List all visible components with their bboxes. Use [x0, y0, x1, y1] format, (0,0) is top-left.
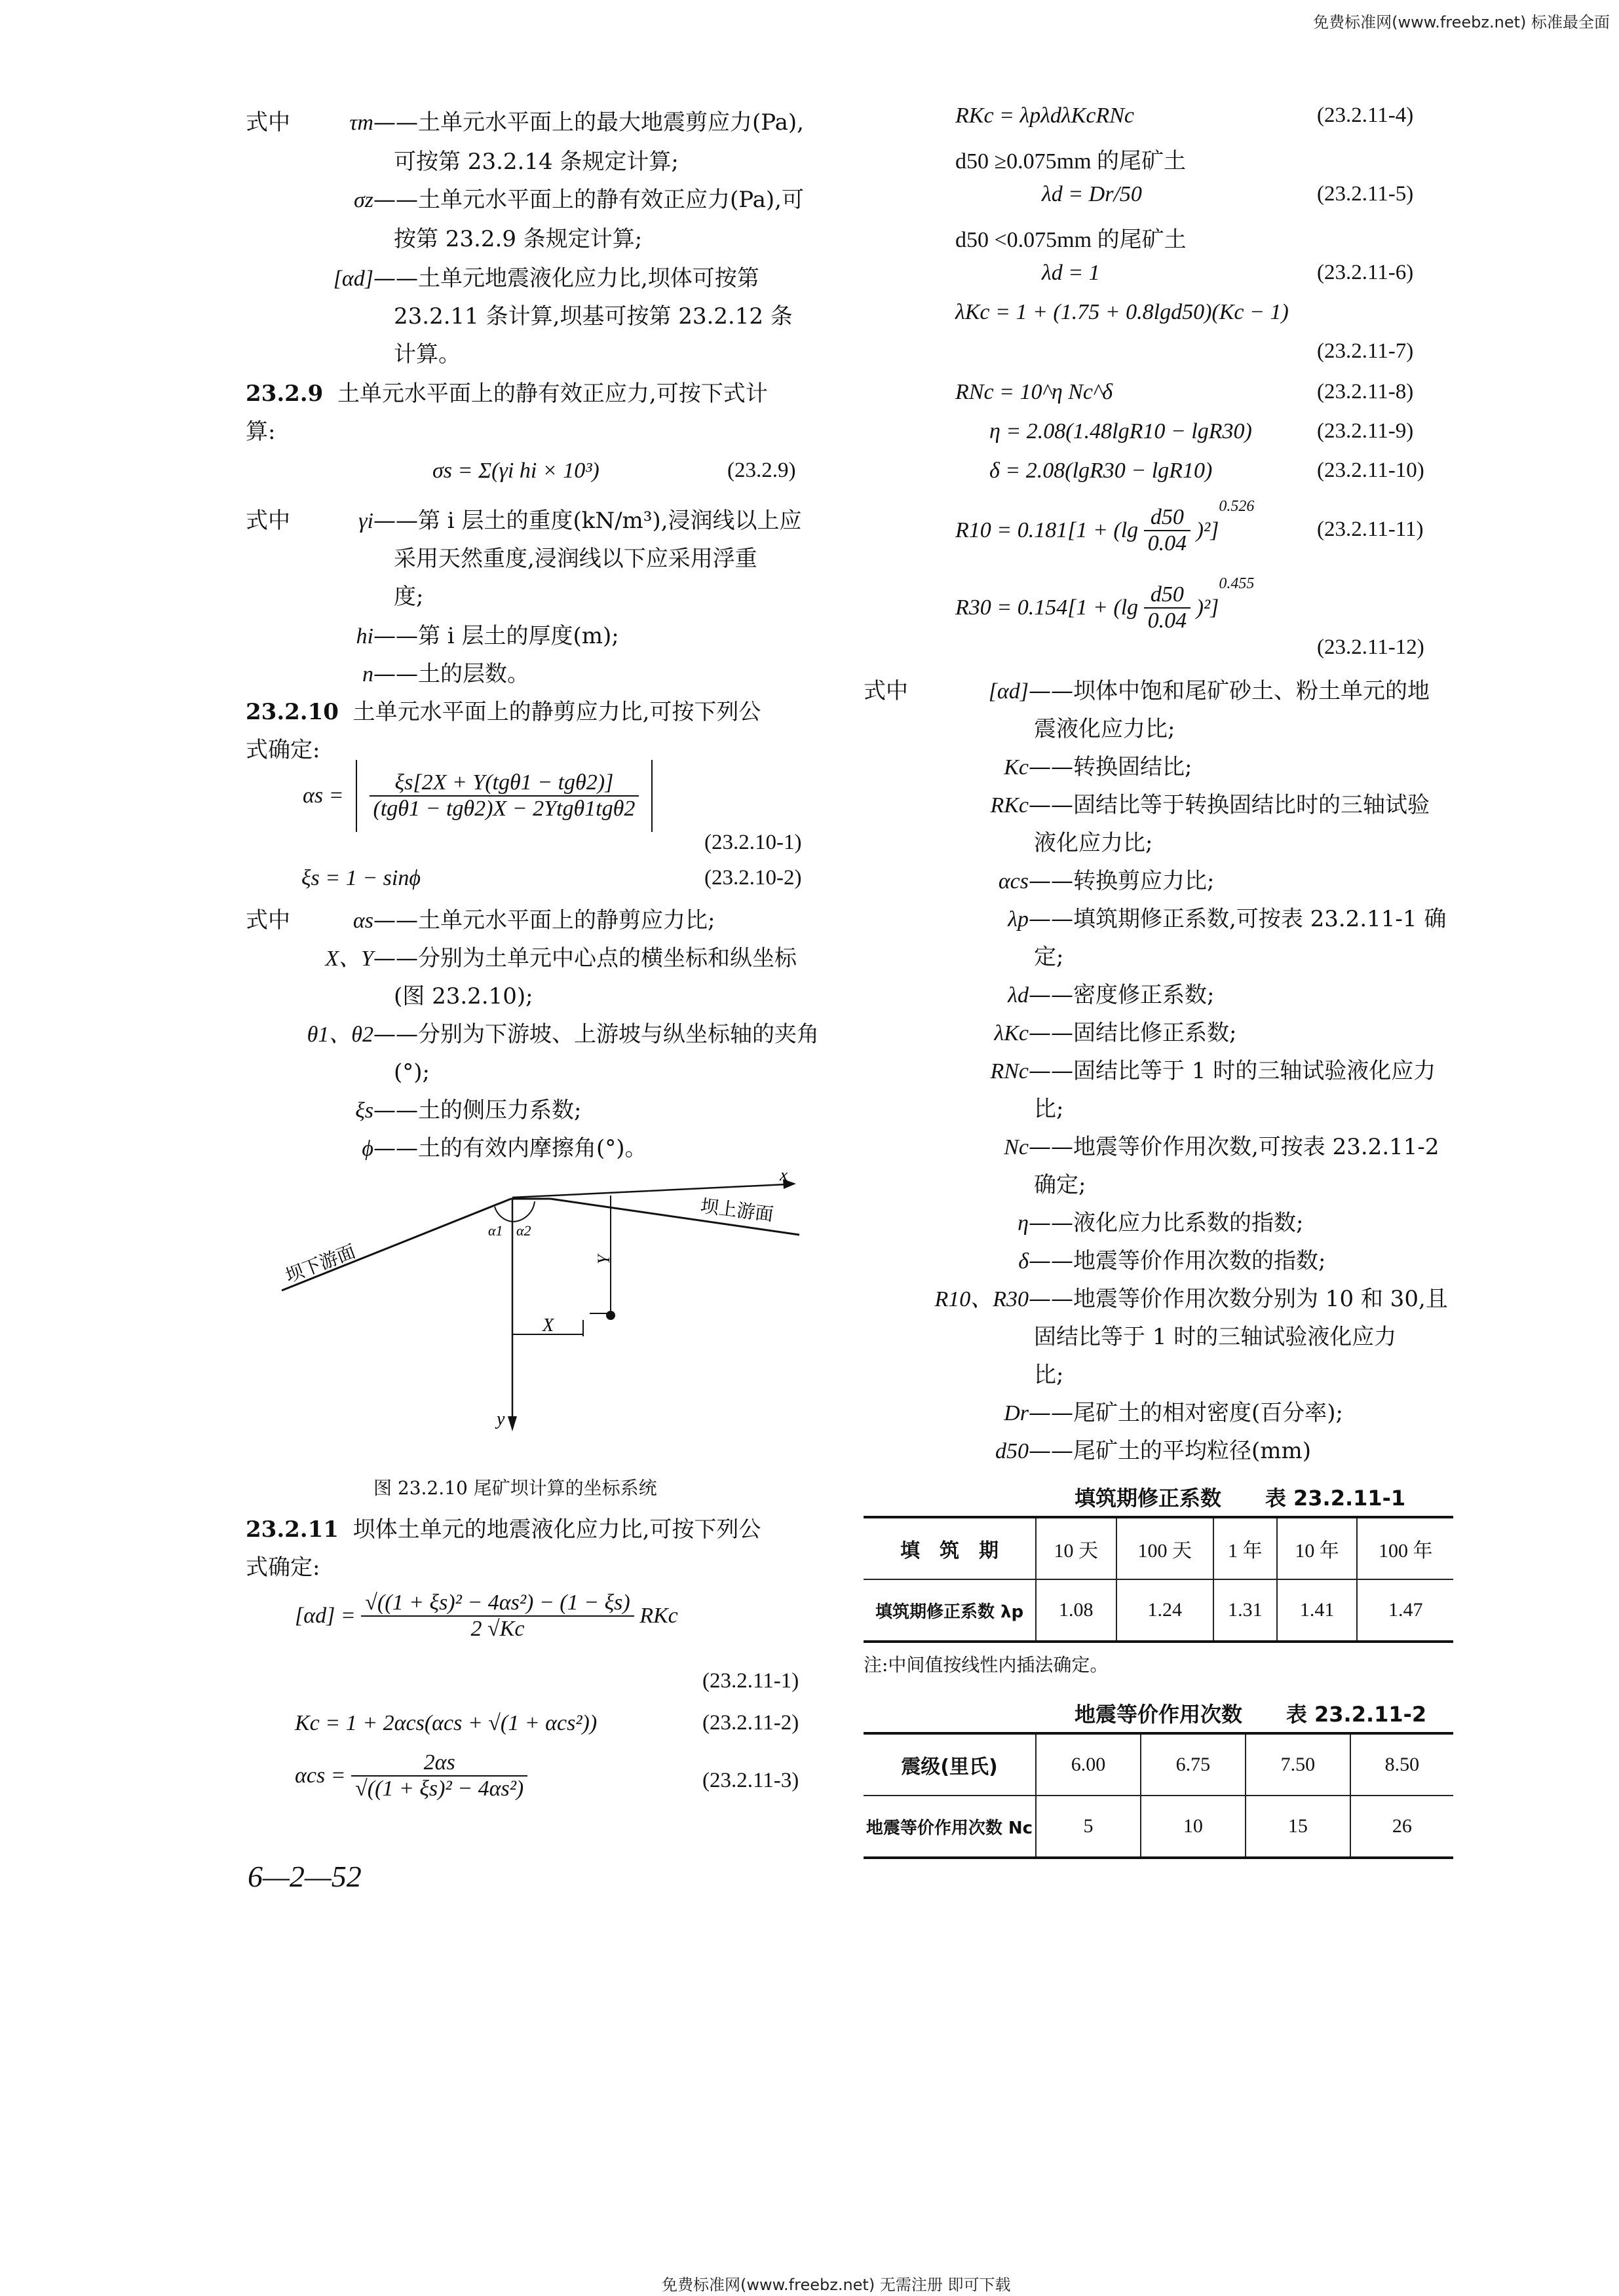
section-text: 土单元水平面上的静剪应力比,可按下列公 — [352, 699, 761, 725]
header-site-note: 免费标准网(www.freebz.net) 标准最全面 — [1313, 13, 1610, 31]
table1-title — [1075, 1482, 1405, 1512]
def-symbol: θ1、θ2 — [307, 1023, 373, 1047]
def-cont: 震液化应力比; — [1034, 716, 1175, 742]
table-cell: 1 年 — [1213, 1517, 1277, 1579]
equation-number: (23.2.11-11) — [1317, 518, 1424, 541]
alpha-1-label: α1 — [488, 1222, 503, 1239]
y-dimension-label: Y — [594, 1254, 613, 1264]
angle-arc-2 — [512, 1201, 535, 1222]
defs1-label: 式中 — [246, 109, 290, 136]
table-cell: 填 筑 期 — [864, 1517, 1036, 1579]
eq-delta: δ = 2.08(lgR30 − lgR10) — [989, 459, 1213, 483]
def-text: ——土单元水平面上的静剪应力比; — [373, 907, 715, 933]
def-text: ——土的层数。 — [373, 661, 529, 687]
section-text-cont: 算: — [246, 419, 276, 445]
def-symbol: d50 — [995, 1439, 1029, 1463]
table-title: 填筑期修正系数 — [1075, 1486, 1222, 1511]
def-n — [308, 655, 529, 694]
def-alpha-d — [295, 259, 759, 298]
eq-numerator: ξs[2X + Y(tgθ1 − tgθ2)] — [370, 770, 639, 797]
def-cont: 固结比等于 1 时的三轴试验液化应力 — [1034, 1324, 1397, 1350]
def-lambda-kc — [917, 1014, 1236, 1053]
equation-number: (23.2.11-10) — [1317, 459, 1424, 482]
table-cell: 6.00 — [1036, 1733, 1141, 1796]
def-text: ——液化应力比系数的指数; — [1029, 1210, 1304, 1236]
abs-bar-right — [651, 760, 653, 832]
table-cell: 8.50 — [1350, 1733, 1453, 1796]
def-symbol: αcs — [998, 869, 1029, 894]
def-cont: (°); — [394, 1059, 430, 1085]
equation-number: (23.2.11-3) — [702, 1769, 799, 1792]
def-text: ——土单元水平面上的最大地震剪应力(Pa), — [373, 109, 804, 136]
y-axis-label: y — [497, 1409, 505, 1429]
def-xy — [282, 939, 797, 978]
def-symbol: n — [362, 662, 373, 687]
table-cell: 5 — [1036, 1796, 1141, 1858]
def-text: ——分别为下游坡、上游坡与纵坐标轴的夹角 — [373, 1021, 819, 1047]
eq-fraction — [1144, 505, 1191, 556]
cond-d50-lt: d50 <0.075mm 的尾矿土 — [955, 228, 1187, 252]
def-symbol: λKc — [994, 1021, 1029, 1045]
def-text: ——第 i 层土的厚度(m); — [373, 623, 619, 649]
eq-denominator: 0.04 — [1147, 609, 1187, 633]
def-phi — [308, 1129, 647, 1168]
def-symbol: ξs — [355, 1099, 373, 1123]
def-text: ——地震等价作用次数分别为 10 和 30,且 — [1029, 1286, 1448, 1312]
def-cont: 采用天然重度,浸润线以下应采用浮重 — [394, 546, 757, 572]
cond-d50-ge: d50 ≥0.075mm 的尾矿土 — [955, 149, 1187, 174]
section-text-cont: 式确定: — [246, 1554, 320, 1581]
def-rkc — [917, 786, 1430, 825]
def-text: ——土的有效内摩擦角(°)。 — [373, 1135, 647, 1161]
def-symbol: γi — [358, 509, 373, 533]
table-cell: 7.50 — [1246, 1733, 1350, 1796]
defs2-label: 式中 — [246, 508, 290, 534]
y-axis-arrow — [508, 1416, 517, 1431]
eq-fraction — [370, 770, 639, 821]
def-cont: 液化应力比; — [1034, 830, 1153, 856]
eq-lhs: R30 = 0.154[1 + (lg — [955, 595, 1139, 620]
def-text: ——土的侧压力系数; — [373, 1097, 582, 1123]
eq-numerator: d50 — [1144, 505, 1191, 531]
eq-r10 — [955, 498, 1254, 556]
equation-23-2-11-2: Kc = 1 + 2αcs(αcs + √(1 + αcs²)) — [295, 1711, 598, 1735]
equation-number: (23.2.11-4) — [1317, 104, 1414, 127]
eq-lhs: αs = — [303, 783, 344, 808]
table-cell: 26 — [1350, 1796, 1453, 1858]
table2-title — [1075, 1698, 1426, 1728]
def-delta — [917, 1242, 1325, 1281]
x-axis-label: x — [780, 1173, 788, 1185]
section-number: 23.2.10 — [246, 699, 339, 725]
def-symbol: [αd] — [333, 267, 373, 291]
def-cont: 计算。 — [394, 341, 461, 367]
angle-arc-1 — [495, 1207, 512, 1222]
table-cell: 6.75 — [1141, 1733, 1246, 1796]
footer-site-note: 免费标准网(www.freebz.net) 无需注册 即可下载 — [662, 2276, 1011, 2294]
table-cell: 15 — [1246, 1796, 1350, 1858]
eq-r30 — [955, 575, 1254, 633]
defs3-label: 式中 — [246, 907, 290, 933]
eq-fraction — [361, 1590, 634, 1642]
eq-exponent: 0.526 — [1219, 498, 1255, 515]
equation-number: (23.2.10-1) — [704, 831, 802, 854]
def-symbol: λp — [1008, 907, 1029, 932]
section-text: 坝体土单元的地震液化应力比,可按下列公 — [352, 1516, 761, 1543]
def-cont: 23.2.11 条计算,坝基可按第 23.2.12 条 — [394, 303, 793, 329]
def-cont: 可按第 23.2.14 条规定计算; — [394, 149, 679, 175]
equation-number: (23.2.11-8) — [1317, 380, 1414, 404]
def-rnc — [917, 1052, 1436, 1091]
def-text: ——坝体中饱和尾矿砂土、粉土单元的地 — [1029, 678, 1430, 704]
equation-23-2-10-2: ξs = 1 − sinϕ — [301, 866, 421, 890]
def-text: ——固结比修正系数; — [1029, 1020, 1237, 1046]
alpha-2-label: α2 — [516, 1222, 531, 1239]
table-23-2-11-2 — [864, 1732, 1453, 1859]
eq-denominator: (tgθ1 − tgθ2)X − 2Ytgθ1tgθ2 — [373, 797, 636, 821]
def-text: ——转换剪应力比; — [1029, 868, 1215, 894]
eq-tail: )²] — [1196, 518, 1219, 543]
eq-rnc: RNc = 10^η Nc^δ — [955, 380, 1113, 404]
equation-number: (23.2.11-5) — [1317, 182, 1414, 206]
abs-bar-left — [356, 760, 357, 832]
downstream-label: 坝下游面 — [282, 1240, 359, 1287]
eq-numerator: d50 — [1144, 582, 1191, 609]
equation-23-2-11-1 — [295, 1590, 678, 1642]
equation-number: (23.2.11-6) — [1317, 261, 1414, 284]
def-gamma-i — [308, 502, 802, 540]
def-xi-s — [308, 1091, 581, 1130]
def-symbol: η — [1018, 1211, 1029, 1235]
table-cell: 1.41 — [1277, 1579, 1358, 1642]
def-symbol: λd — [1008, 983, 1029, 1007]
def-symbol: Dr — [1004, 1401, 1029, 1425]
def-symbol: τm — [349, 111, 373, 135]
table-cell: 100 天 — [1116, 1517, 1213, 1579]
def-symbol: R10、R30 — [934, 1287, 1029, 1311]
def-d50 — [917, 1432, 1311, 1471]
def-cont: 按第 23.2.9 条规定计算; — [394, 226, 643, 252]
eq-fraction — [1144, 582, 1191, 633]
eq-tail: RKc — [639, 1604, 678, 1628]
table1-note: 注:中间值按线性内插法确定。 — [864, 1654, 1109, 1676]
def-text: ——填筑期修正系数,可按表 23.2.11-1 确 — [1029, 906, 1447, 932]
def-lambda-p — [917, 900, 1446, 939]
upstream-label: 坝上游面 — [699, 1195, 775, 1226]
def-sigma-z — [308, 181, 804, 219]
def-cont: 确定; — [1034, 1172, 1086, 1198]
page-number: 6—2—52 — [248, 1860, 362, 1893]
def-symbol: σz — [354, 188, 373, 212]
table-title: 地震等价作用次数 — [1075, 1702, 1243, 1727]
table-cell: 1.31 — [1213, 1579, 1277, 1642]
table-cell: 100 年 — [1357, 1517, 1453, 1579]
def-text: ——固结比等于转换固结比时的三轴试验 — [1029, 792, 1430, 818]
def-cont: 比; — [1034, 1362, 1064, 1388]
eq-rkc: RKc = λpλdλKcRNc — [955, 104, 1134, 128]
def-text: ——地震等价作用次数,可按表 23.2.11-2 — [1029, 1134, 1439, 1160]
eq-lambda-d-1: λd = 1 — [1042, 261, 1100, 285]
def-text: ——密度修正系数; — [1029, 982, 1215, 1008]
def-alpha-s — [308, 901, 715, 940]
eq-fraction — [351, 1750, 527, 1801]
equation-number: (23.2.10-2) — [704, 866, 802, 890]
def-symbol: RKc — [990, 793, 1029, 818]
section-number: 23.2.11 — [246, 1516, 339, 1543]
section-23-2-10 — [246, 693, 761, 731]
x-axis — [512, 1184, 786, 1197]
def-lambda-d — [917, 976, 1214, 1015]
def-tau-m — [308, 104, 804, 142]
table-cell: 1.08 — [1036, 1579, 1116, 1642]
eq-lambda-d: λd = Dr/50 — [1042, 182, 1142, 206]
def-cont: 度; — [394, 584, 424, 610]
eq-lambda-kc: λKc = 1 + (1.75 + 0.8lgd50)(Kc − 1) — [955, 300, 1289, 324]
def-text: ——尾矿土的相对密度(百分率); — [1029, 1400, 1343, 1426]
eq-lhs: R10 = 0.181[1 + (lg — [955, 518, 1139, 543]
x-dimension-label: X — [543, 1315, 554, 1336]
def-text: ——地震等价作用次数的指数; — [1029, 1248, 1326, 1274]
table-header-row — [864, 1517, 1453, 1579]
eq-numerator: √((1 + ξs)² − 4αs²) − (1 − ξs) — [361, 1590, 634, 1617]
defs-label: 式中 — [864, 678, 908, 704]
equation-number: (23.2.11-2) — [702, 1711, 799, 1735]
table-cell: 10 年 — [1277, 1517, 1358, 1579]
eq-eta: η = 2.08(1.48lgR10 − lgR30) — [989, 419, 1252, 443]
def-text: ——固结比等于 1 时的三轴试验液化应力 — [1029, 1058, 1436, 1084]
def-symbol: ϕ — [362, 1137, 373, 1161]
table-cell: 地震等价作用次数 Nc — [864, 1796, 1036, 1858]
table-cell: 填筑期修正系数 λp — [864, 1579, 1036, 1642]
eq-denominator: 0.04 — [1147, 531, 1187, 556]
section-number: 23.2.9 — [246, 381, 324, 407]
table-cell: 1.47 — [1357, 1579, 1453, 1642]
section-text-cont: 式确定: — [246, 737, 320, 763]
def-text: ——尾矿土的平均粒径(mm) — [1029, 1438, 1312, 1464]
def-cont: (图 23.2.10); — [394, 983, 533, 1009]
table-header-row — [864, 1733, 1453, 1796]
equation-number: (23.2.11-9) — [1317, 419, 1414, 443]
def-cont: 定; — [1034, 944, 1064, 970]
section-23-2-9 — [246, 375, 768, 413]
def-symbol: Kc — [1004, 755, 1029, 780]
table-number: 表 23.2.11-1 — [1265, 1486, 1406, 1511]
table-row — [864, 1579, 1453, 1642]
section-23-2-11 — [246, 1511, 761, 1549]
def-eta — [917, 1204, 1303, 1243]
def-kc — [917, 748, 1192, 787]
equation-23-2-10-1 — [303, 760, 659, 832]
figure-23-2-10 — [275, 1173, 812, 1448]
soil-unit-point — [606, 1311, 615, 1320]
def-symbol: RNc — [990, 1059, 1029, 1083]
table-cell: 10 天 — [1036, 1517, 1116, 1579]
def-symbol: αs — [352, 909, 373, 933]
def-text: ——转换固结比; — [1029, 754, 1192, 780]
def-theta — [269, 1015, 819, 1054]
equation-23-2-9: σs = Σ(γi hi × 10³) — [432, 459, 600, 483]
def-dr — [917, 1394, 1343, 1433]
table-row — [864, 1796, 1453, 1858]
def-text: ——第 i 层土的重度(kN/m³),浸润线以上应 — [373, 508, 802, 534]
eq-tail: )²] — [1196, 595, 1219, 620]
def-nc — [917, 1128, 1439, 1167]
eq-denominator: 2 √Kc — [470, 1617, 525, 1641]
def-symbol: Nc — [1004, 1135, 1029, 1159]
equation-number: (23.2.11-7) — [1317, 339, 1414, 363]
eq-lhs: αcs = — [295, 1763, 346, 1788]
section-text: 土单元水平面上的静有效正应力,可按下式计 — [337, 381, 768, 407]
table-cell: 震级(里氏) — [864, 1733, 1036, 1796]
eq-lhs: [αd] = — [295, 1604, 356, 1628]
table-cell: 1.24 — [1116, 1579, 1213, 1642]
eq-denominator: √((1 + ξs)² − 4αs²) — [355, 1777, 524, 1801]
figure-caption: 图 23.2.10 尾矿坝计算的坐标系统 — [373, 1477, 657, 1499]
eq-exponent: 0.455 — [1219, 575, 1255, 592]
def-r10-r30 — [891, 1280, 1448, 1319]
def-cont: 比; — [1034, 1096, 1064, 1122]
def-h-i — [308, 617, 619, 656]
equation-number: (23.2.11-1) — [702, 1669, 799, 1693]
equation-number: (23.2.11-12) — [1317, 635, 1424, 659]
table-23-2-11-1 — [864, 1516, 1453, 1643]
def-text: ——土单元地震液化应力比,坝体可按第 — [373, 265, 759, 292]
equation-23-2-11-3 — [295, 1750, 527, 1801]
def-text: ——土单元水平面上的静有效正应力(Pa),可 — [373, 187, 804, 213]
def-symbol: [αd] — [988, 679, 1029, 704]
def-symbol: X、Y — [325, 947, 373, 971]
def-alpha-cs — [917, 862, 1214, 901]
def-symbol: δ — [1018, 1249, 1029, 1273]
eq-numerator: 2αs — [351, 1750, 527, 1777]
def-symbol: hi — [356, 624, 373, 649]
equation-number: (23.2.9) — [727, 459, 796, 482]
def-text: ——分别为土单元中心点的横坐标和纵坐标 — [373, 945, 797, 971]
def-alpha-d-r — [917, 672, 1430, 711]
table-number: 表 23.2.11-2 — [1286, 1702, 1427, 1727]
table-cell: 10 — [1141, 1796, 1246, 1858]
